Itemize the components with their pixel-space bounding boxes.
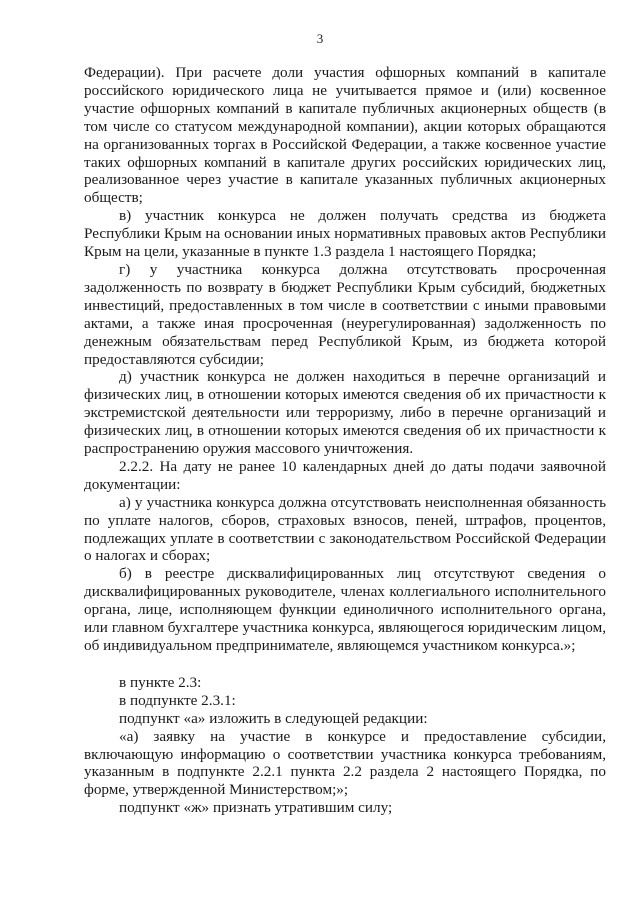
document-body [84, 64, 606, 817]
line-subitem-a-instruction: подпункт «а» изложить в следующей редакции: [119, 709, 428, 727]
paragraph-quoted-item-a: «а) заявку на участие в конкурсе и предоставление субсидии, включающую информацию о соответствии участника конкурса требованиям, указанным в подпункте 2.2.1 пункта 2.2 раздела 2 настоящего Порядка, по форме, утвержденной Министерством;»; [84, 727, 606, 799]
paragraph-item-d: д) участник конкурса не должен находиться в перечне организаций и физических лиц, в отношении которых имеются сведения об их причастности к экстремистской деятельности или терроризму, либо в перечне организаций и физических лиц, в отношении которых имеются сведения об их причастности к распространению оружия массового уничтожения. [84, 368, 606, 458]
paragraph-item-a: а) у участника конкурса должна отсутствовать неисполненная обязанность по уплате налогов, сборов, страховых взносов, пеней, штрафов, процентов, подлежащих уплате в соответствии с законодательством Российской Федерации о налогах и сборах; [84, 493, 606, 565]
paragraph-item-v: в) участник конкурса не должен получать средства из бюджета Республики Крым на основании иных нормативных правовых актов Республики Крым на цели, указанные в пункте 1.3 раздела 1 настоящего Порядка; [84, 207, 606, 261]
paragraph-item-b: б) в реестре дисквалифицированных лиц отсутствуют сведения о дисквалифицированных руководителе, членах коллегиального исполнительного органа, лице, исполняющем функции единоличного исполнительного органа, или главном бухгалтере участника конкурса, являющегося юридическим лицом, об индивидуальном предпринимателе, являющемся участником конкурса.»; [84, 565, 606, 654]
paragraph-continuation: Федерации). При расчете доли участия офшорных компаний в капитале российского юридического лица не учитывается прямое и (или) косвенное участие офшорных компаний в капитале публичных акционерных обществ (в том числе со статусом международной компании), акции которых обращаются на организованных торгах в Российской Федерации, а также косвенное участие таких офшорных компаний в капитале других российских юридических лиц, реализованное через участие в капитале указанных публичных акционерных обществ; [84, 64, 606, 207]
paragraph-item-g: г) у участника конкурса должна отсутствовать просроченная задолженность по возврату в бюджет Республики Крым субсидий, бюджетных инвестиций, предоставленных в том числе в соответствии с иными правовыми актами, а также иная просроченная (неурегулированная) задолженность по денежным обязательствам перед Республикой Крым, из бюджета которой предоставляются субсидии; [84, 260, 606, 368]
line-subpoint-2-3-1: в подпункте 2.3.1: [119, 691, 236, 709]
line-point-2-3: в пункте 2.3: [119, 673, 202, 691]
paragraph-gap [84, 655, 606, 674]
paragraph-clause-2-2-2: 2.2.2. На дату не ранее 10 календарных дней до даты подачи заявочной документации: [84, 457, 606, 493]
line-subitem-zh-repeal: подпункт «ж» признать утратившим силу; [119, 799, 393, 817]
page-number: 3 [316, 31, 324, 46]
